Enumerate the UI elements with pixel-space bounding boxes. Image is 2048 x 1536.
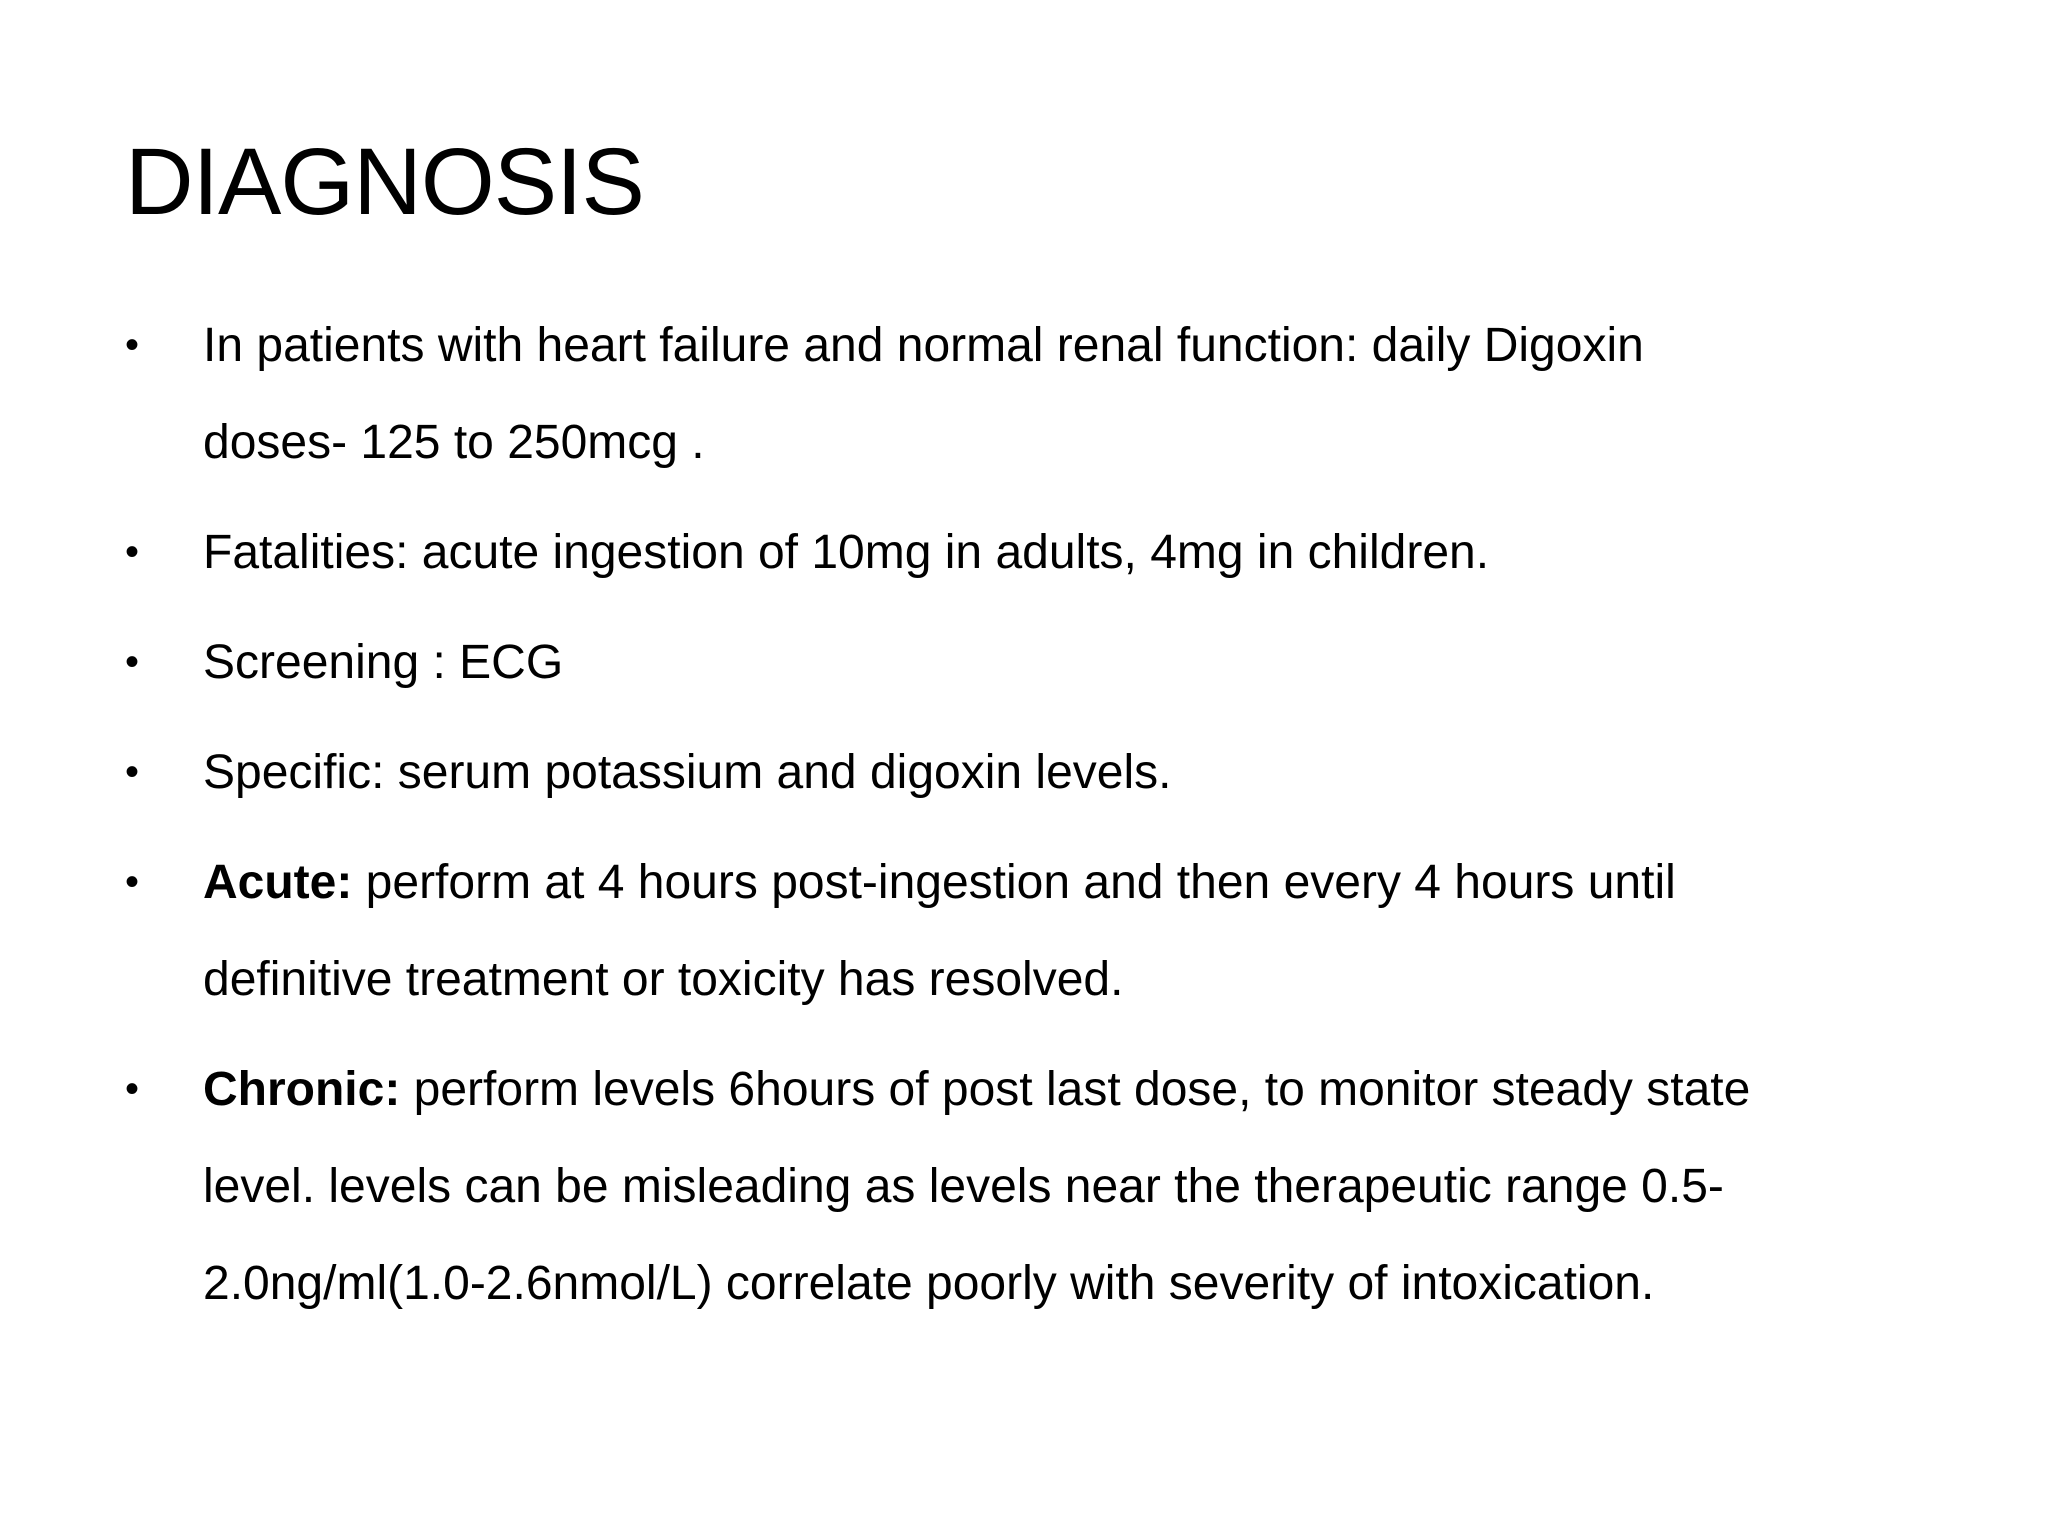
bullet-item (125, 834, 1925, 1028)
bullet-text: perform levels 6hours of post last dose, to monitor steady state (400, 1063, 1751, 1116)
bullet-text-line: doses- 125 to 250mcg . (203, 416, 705, 469)
bullet-text-line: definitive treatment or toxicity has resolved. (203, 953, 1124, 1006)
slide-title: DIAGNOSIS (125, 129, 644, 235)
bullet-list (125, 297, 1925, 1332)
bullet-text: perform at 4 hours post-ingestion and then every 4 hours until (352, 856, 1676, 909)
bullet-dot-icon: • (125, 860, 140, 904)
bullet-text-line (203, 834, 1925, 931)
bullet-item (125, 504, 1925, 601)
bullet-dot-icon: • (125, 640, 140, 684)
bullet-item (125, 1041, 1925, 1332)
bullet-item (125, 614, 1925, 711)
bullet-dot-icon: • (125, 323, 140, 367)
bullet-text-line: level. levels can be misleading as levels near the therapeutic range 0.5- (203, 1160, 1724, 1213)
bullet-text-line: Specific: serum potassium and digoxin levels. (203, 746, 1172, 799)
bullet-text-line: Screening : ECG (203, 636, 564, 689)
bullet-lead-label: Acute: (203, 856, 353, 909)
bullet-item (125, 297, 1925, 491)
bullet-text-line (203, 1041, 1925, 1138)
bullet-item (125, 724, 1925, 821)
bullet-dot-icon: • (125, 530, 140, 574)
bullet-text-line: 2.0ng/ml(1.0-2.6nmol/L) correlate poorly with severity of intoxication. (203, 1257, 1655, 1310)
bullet-lead-label: Chronic: (203, 1063, 401, 1116)
bullet-dot-icon: • (125, 750, 140, 794)
bullet-text-line: In patients with heart failure and normal renal function: daily Digoxin (203, 319, 1644, 372)
bullet-text-line: Fatalities: acute ingestion of 10mg in adults, 4mg in children. (203, 526, 1490, 579)
bullet-dot-icon: • (125, 1067, 140, 1111)
